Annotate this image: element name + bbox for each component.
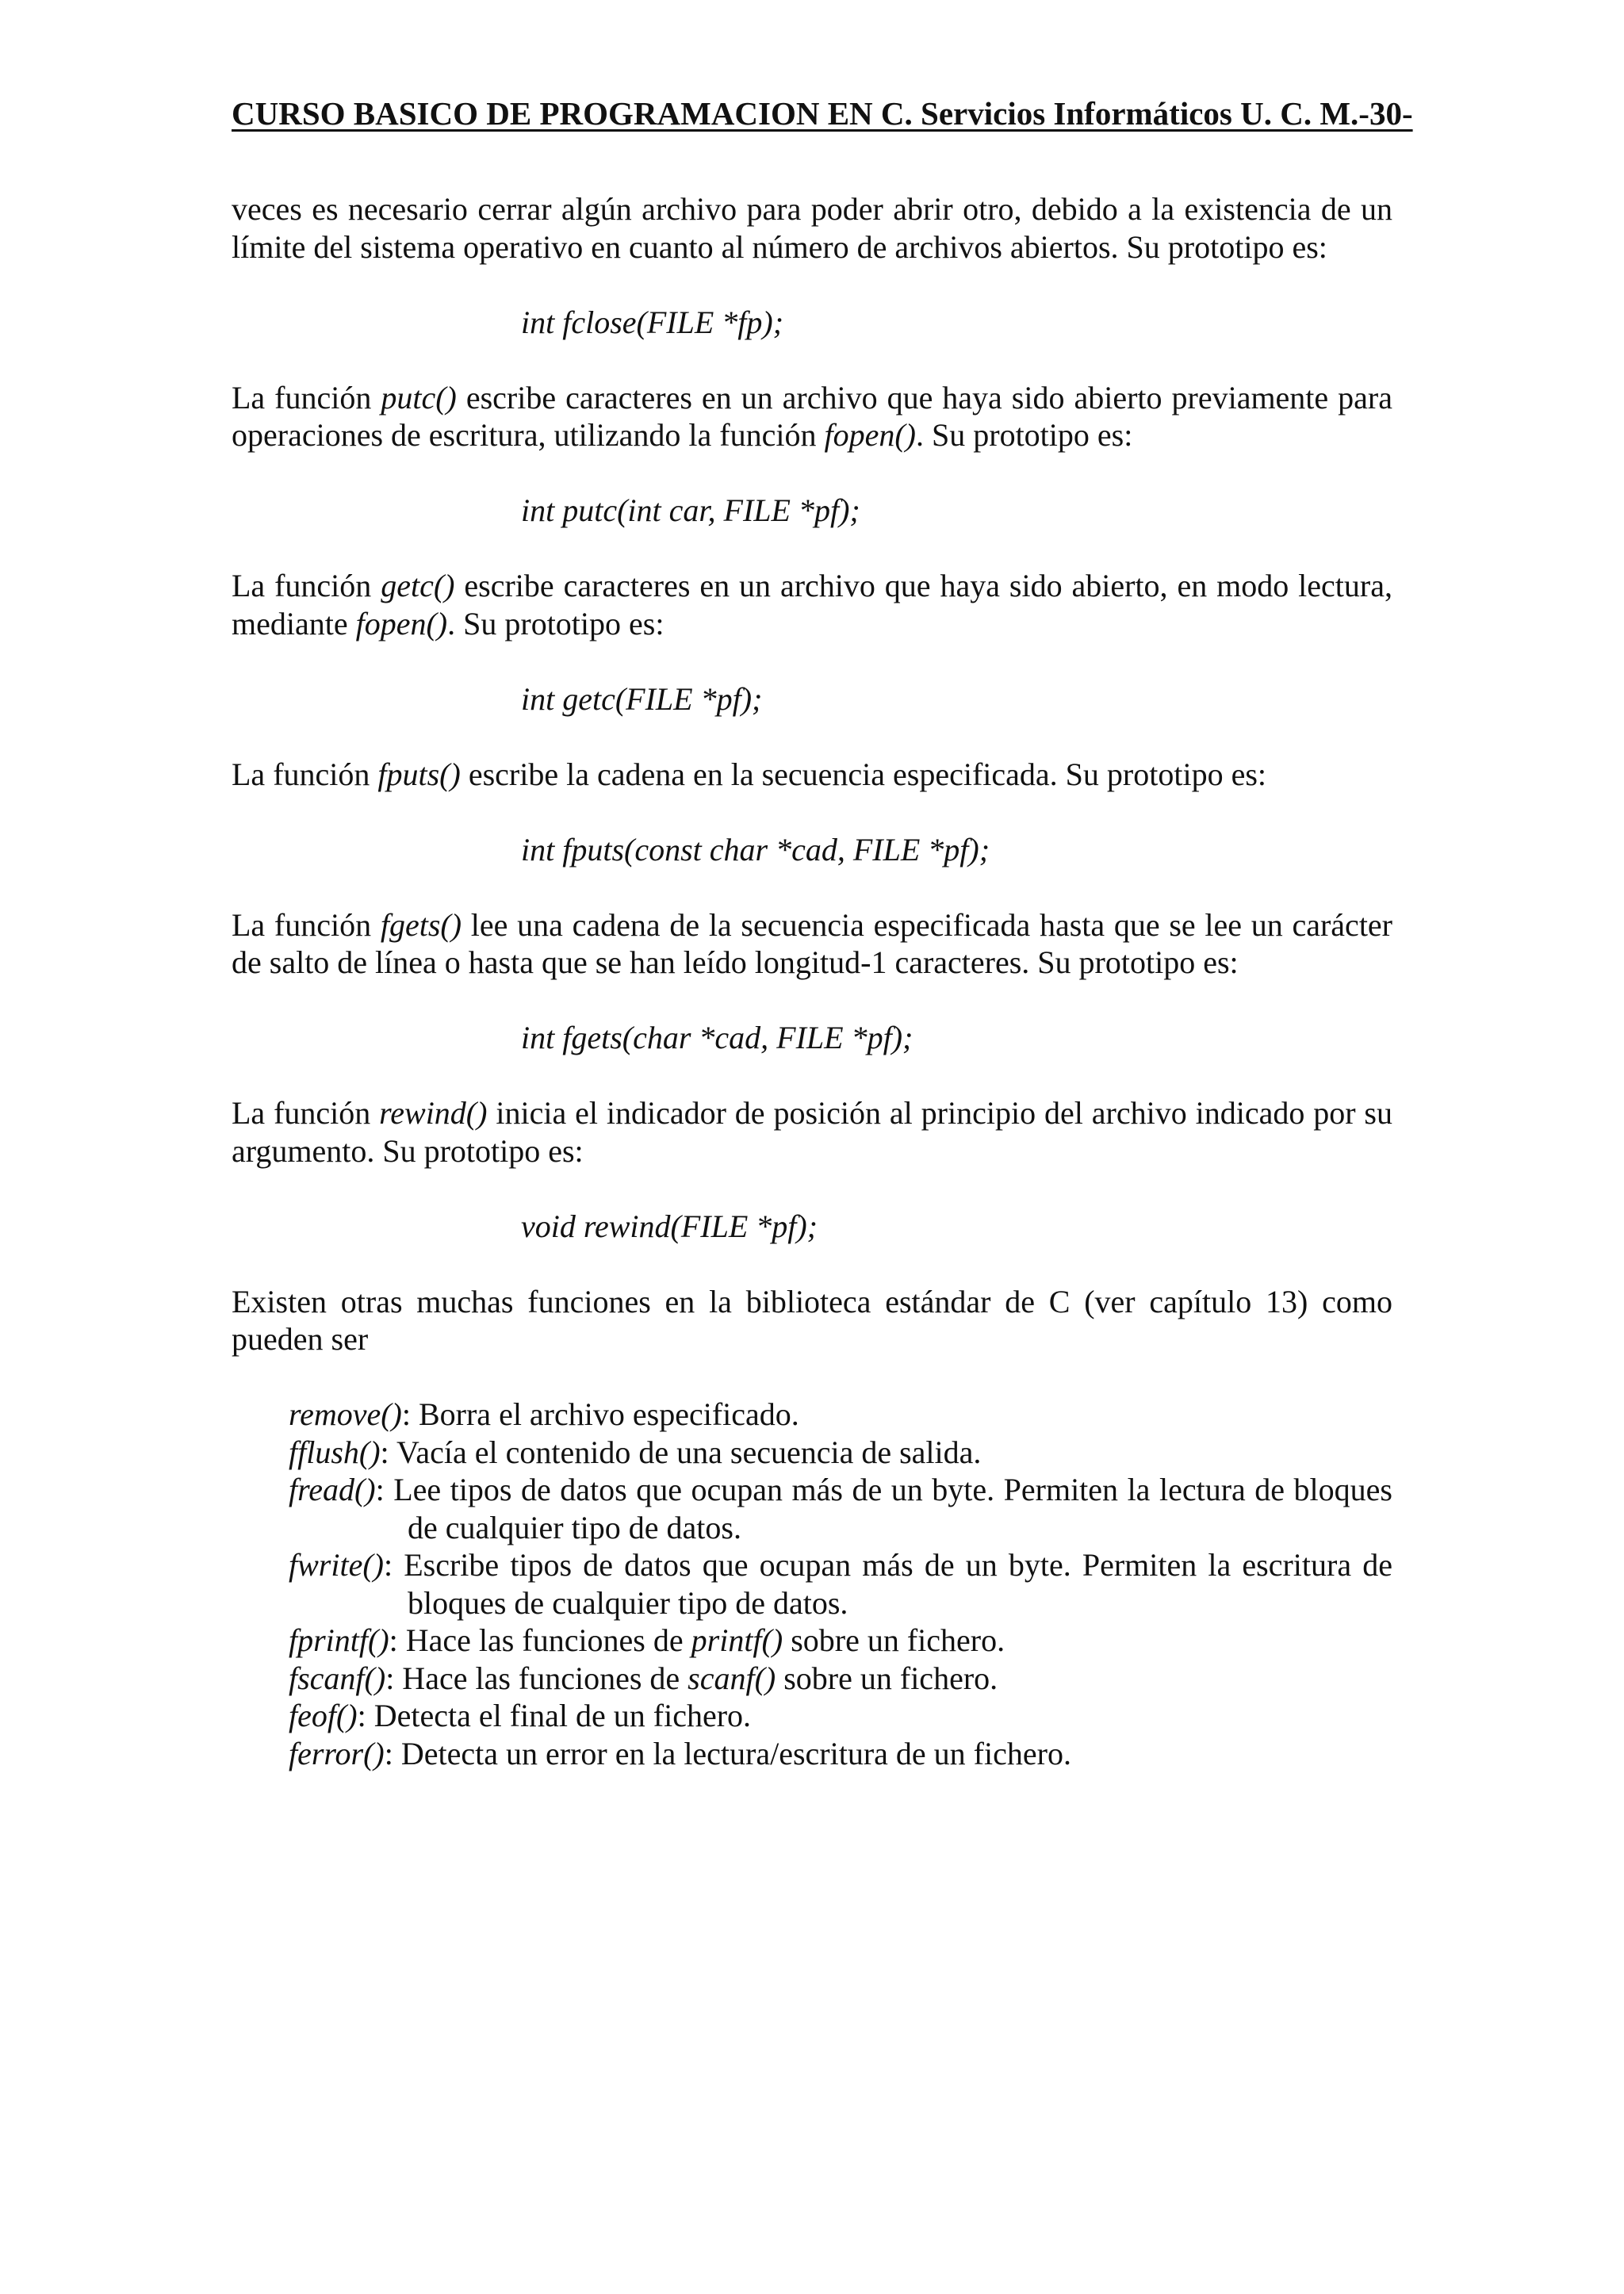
list-item: fwrite(): Escribe tipos de datos que ocupan más de un byte. Permiten la escritura de bloques de cualquier tipo de datos. bbox=[289, 1547, 1392, 1621]
document-body bbox=[232, 190, 1392, 1772]
function-list bbox=[232, 1396, 1392, 1772]
prototype-fclose: int fclose(FILE *fp); bbox=[521, 304, 784, 340]
page-header: CURSO BASICO DE PROGRAMACION EN C. Servicios Informáticos U. C. M.-30- bbox=[232, 95, 1413, 132]
function-name-getc: getc() bbox=[381, 568, 455, 603]
paragraph-putc: La función putc() escribe caracteres en un archivo que haya sido abierto previamente para operaciones de escritura, utilizando la función fopen(). Su prototipo es: bbox=[232, 379, 1392, 453]
paragraph-other-functions: Existen otras muchas funciones en la biblioteca estándar de C (ver capítulo 13) como pueden ser bbox=[232, 1283, 1392, 1357]
function-name-putc: putc() bbox=[381, 379, 457, 416]
function-name-rewind: rewind() bbox=[379, 1095, 488, 1131]
paragraph-fclose-intro: veces es necesario cerrar algún archivo para poder abrir otro, debido a la existencia de un límite del sistema operativo en cuanto al número de archivos abiertos. Su prototipo es: bbox=[232, 191, 1392, 265]
function-name-fopen: fopen() bbox=[824, 417, 916, 453]
prototype-fgets: int fgets(char *cad, FILE *pf); bbox=[521, 1020, 914, 1055]
paragraph-fgets: La función fgets() lee una cadena de la secuencia especificada hasta que se lee un carácter de salto de línea o hasta que se han leído longitud-1 caracteres. Su prototipo es: bbox=[232, 906, 1393, 980]
list-item: ferror(): Detecta un error en la lectura/escritura de un fichero. bbox=[289, 1735, 1071, 1771]
list-item: fflush(): Vacía el contenido de una secuencia de salida. bbox=[289, 1434, 982, 1470]
paragraph-getc: La función getc() escribe caracteres en un archivo que haya sido abierto, en modo lectura, mediante fopen(). Su prototipo es: bbox=[232, 568, 1392, 641]
function-name-fopen: fopen() bbox=[355, 605, 448, 641]
paragraph-rewind: La función rewind() inicia el indicador de posición al principio del archivo indicado por su argumento. Su prototipo es: bbox=[232, 1095, 1393, 1169]
list-item: remove(): Borra el archivo especificado. bbox=[289, 1396, 799, 1432]
list-item: fprintf(): Hace las funciones de printf() sobre un fichero. bbox=[289, 1622, 1005, 1658]
list-item: fread(): Lee tipos de datos que ocupan más de un byte. Permiten la lectura de bloques de cualquier tipo de datos. bbox=[289, 1472, 1392, 1545]
function-name-fputs: fputs() bbox=[377, 756, 461, 792]
list-item: fscanf(): Hace las funciones de scanf() sobre un fichero. bbox=[289, 1660, 998, 1696]
prototype-putc: int putc(int car, FILE *pf); bbox=[521, 492, 860, 528]
prototype-getc: int getc(FILE *pf); bbox=[521, 680, 763, 717]
paragraph-fputs: La función fputs() escribe la cadena en la secuencia especificada. Su prototipo es: bbox=[232, 756, 1267, 792]
list-item: feof(): Detecta el final de un fichero. bbox=[289, 1698, 752, 1733]
prototype-rewind: void rewind(FILE *pf); bbox=[521, 1208, 818, 1244]
prototype-fputs: int fputs(const char *cad, FILE *pf); bbox=[521, 831, 990, 867]
function-name-fgets: fgets() bbox=[380, 906, 462, 943]
